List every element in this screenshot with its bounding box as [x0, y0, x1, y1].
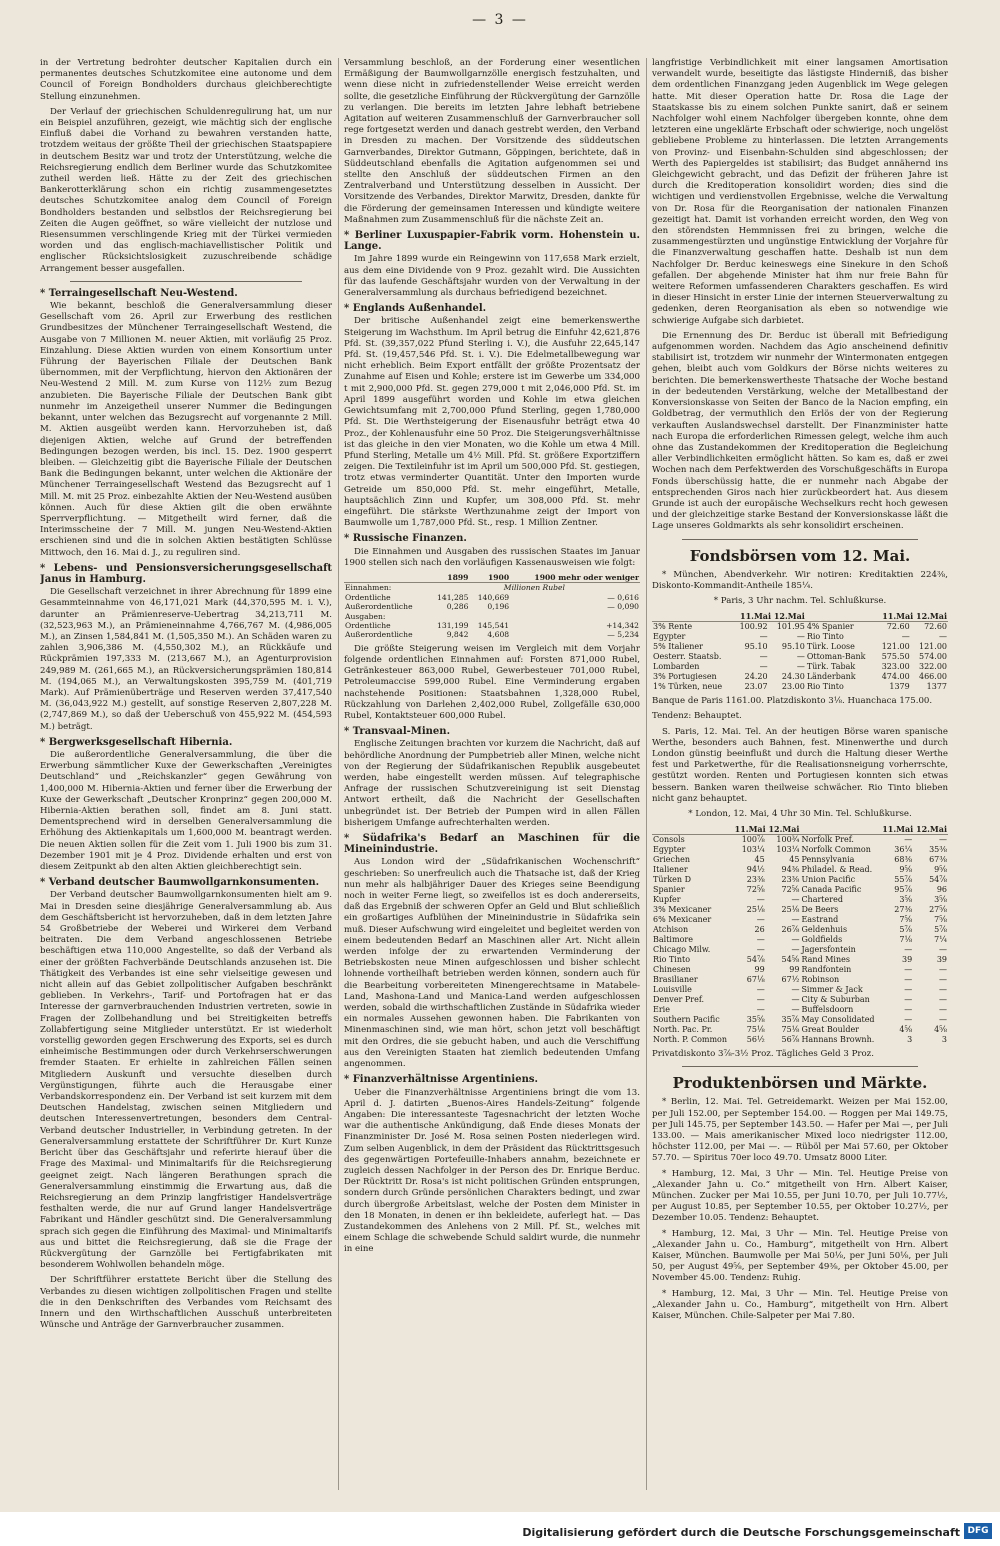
table-cell: 54⅝	[781, 955, 800, 965]
table-cell: 3% Rente	[653, 622, 693, 632]
table-cell: 54⅞	[746, 955, 765, 965]
table-row	[652, 895, 948, 905]
page-number: — 3 —	[472, 12, 528, 28]
table-cell: Türk. Tabak	[806, 662, 856, 672]
column-rule	[646, 58, 647, 1490]
table-cell: De Beers	[801, 905, 839, 915]
table-header: 1900	[469, 573, 510, 583]
table-cell: —	[791, 935, 800, 945]
table-cell: 95.10	[744, 642, 768, 652]
market-report: * Hamburg, 12. Mai, 3 Uhr — Min. Tel. Heutige Preise von „Alexander Jahn u. Co., Hamburg“, mitgetheilt von Hrn. Albert Kaiser, München. Baumwolle per Mai 50⅛, per Juni 50⅛, per Juli 50, per August 49⅝, per September 49⅜, per Oktober 45.00, per November 45.00. Tendenz: Ruhig.	[652, 1228, 948, 1284]
table-row	[652, 682, 948, 692]
table-cell: Buffelsdoorn	[801, 1005, 854, 1015]
table-cell: 95⅞	[894, 885, 913, 895]
table-row	[344, 583, 640, 593]
article-heading: * Verband deutscher Baumwollgarnkonsumenten.	[40, 877, 320, 889]
table-cell: 4⅝	[934, 1025, 947, 1035]
article-paragraph: Versammlung beschloß, an der Forderung einer wesentlichen Ermäßigung der Baumwollgarnzölle energisch festzuhalten, und wenn diese nicht in zufriedenstellender Weise erreicht werden sollte, die gesetzliche Einführung der Rückvergütung der Garnzölle zu verlangen. Die bereits im letzten Jahre lebhaft betriebene Agitation auf weiteren Zusammenschluß der Garnverbraucher soll rege fortgesetzt werden und danach gestrebt werden, den Verband in Dresden zu machen. Der Vorsitzende des süddeutschen Garnverbandes, Direktor Gutmann, Göppingen, berichtete, daß in Süddeutschland ebenfalls die Agitation aufgenommen sei und stellte den Anschluß der süddeutschen Firmen an den Zentralverband und Unterstützung desselben in Aussicht. Der Vorsitzende des Verbandes, Direktor Marwitz, Dresden, dankte für die Förderung der gemeinsamen Interessen und kündigte weitere Maßnahmen zum Zusammenschluß für die nächste Zeit an.	[344, 58, 640, 225]
table-cell: 3% Portugiesen	[653, 672, 717, 682]
table-row	[652, 642, 948, 652]
table-cell: —	[791, 1005, 800, 1015]
london-quotes-body	[652, 835, 948, 1046]
table-row	[652, 672, 948, 682]
table-row	[344, 612, 640, 621]
table-cell: 56½	[746, 1035, 765, 1045]
table-cell: 23⅜	[781, 875, 800, 885]
market-report: * Hamburg, 12. Mai, 3 Uhr — Min. Tel. Heutige Preise von „Alexander Jahn u. Co.“ mitgetheilt von Hrn. Albert Kaiser, München. Zucker per Mai 10.55, per Juni 10.70, per Juli 10.77½, per August 10.85, per September 10.55, per Oktober 10.27½, per Dezember 10.05. Tendenz: Behauptet.	[652, 1168, 948, 1224]
table-cell: Länderbank	[806, 672, 856, 682]
table-cell: +14,342	[606, 620, 639, 630]
table-section-label: Ausgaben:	[345, 611, 386, 621]
table-cell: —	[904, 995, 913, 1005]
article-paragraph: in der Vertretung bedrohter deutscher Kapitalien durch ein permanentes deutsches Schutzkomitee eine autonome und dem Council of Foreign Bondholders durchaus gleichberechtigte Stellung einzunehmen.	[40, 58, 332, 102]
table-cell: —	[756, 945, 765, 955]
table-cell: Robinson	[801, 975, 840, 985]
table-cell: 67⅜	[929, 855, 947, 865]
table-cell: 39	[902, 955, 913, 965]
table-cell: Italiener	[653, 865, 688, 875]
table-cell: 24.30	[781, 672, 805, 682]
table-row	[652, 632, 948, 642]
article-paragraph: Die Ernennung des Dr. Berduc ist überall mit Befriedigung aufgenommen worden. Nachdem das Agio anscheinend definitiv stabilisirt ist, trotzdem wir nunmehr der Wintermonaten entgegen gehen, bleibt auch vom Goldkurs der Börse nichts weiteres zu berichten. Die bemerkenswertheste Thatsache der Woche bestand in der bedeutenden Verstärkung, welche der Metallbestand der Konversionskasse von Seiten der Banco de la Nacion empfing, ein Goldbetrag, der vermuthlich den Erlös der von der Regierung verkauften Auslandswechsel darstellt. Der Finanzminister hatte nach Europa die erforderlichen Rimessen gelegt, welche ihm auch ohne das Zustandekommen der Kreditoperation die Begleichung aller Verbindlichkeiten ermöglicht hätten. So kam es, daß er zwei Wochen nach dem Perfektwerden des Vorschußgeschäfts in Europa Fonds überschüssig hatte, die er nunmehr nach Abgabe der entsprechenden Giros nach hier zurückbeordert hat. Aus diesem Grunde ist auch der europäische Wechselkurs recht hoch gewesen und der gleichzeitige starke Bestand der Konversionskasse läßt die Lage unseres Goldmarkts als sehr konsolidirt erscheinen.	[652, 330, 948, 532]
table-cell: Goldfields	[801, 935, 843, 945]
table-cell: —	[939, 835, 947, 845]
table-cell: 100.92	[739, 622, 768, 632]
table-row	[652, 1035, 948, 1045]
table-cell: 121.00	[919, 642, 947, 652]
article-paragraph: Die Einnahmen und Ausgaben des russischen Staates im Januar 1900 stellen sich nach den vorläufigen Kassenausweisen wie folgt:	[344, 546, 640, 568]
table-cell: —	[759, 662, 768, 672]
table-cell: —	[759, 632, 768, 642]
table-cell: Rio Tinto	[653, 955, 691, 965]
digitization-credit: Digitalisierung gefördert durch die Deutsche Forschungsgemeinschaft	[522, 1526, 960, 1539]
table-cell: —	[796, 632, 805, 642]
table-cell: 27⅜	[894, 905, 913, 915]
table-cell: —	[756, 895, 765, 905]
table-header: 11.Mai 12.Mai	[731, 611, 805, 622]
paris-quotes-table	[652, 611, 948, 692]
article-heading: * Lebens- und Pensionsversicherungsgesellschaft Janus in Hamburg.	[40, 562, 332, 585]
london-quotes-table	[652, 824, 948, 1045]
table-header: 11.Mai 12.Mai	[873, 611, 948, 622]
table-cell: 145,541	[477, 620, 510, 630]
table-header-row	[344, 573, 640, 583]
table-row	[652, 855, 948, 865]
market-report: * Hamburg, 12. Mai, 3 Uhr — Min. Tel. Heutige Preise von „Alexander Jahn u. Co., Hamburg“, mitgetheilt von Hrn. Albert Kaiser, München. Chile-Salpeter per Mai 7.80.	[652, 1288, 948, 1322]
table-cell: —	[939, 945, 947, 955]
article-heading: * Bergwerksgesellschaft Hibernia.	[40, 736, 233, 748]
table-cell: 7⅝	[934, 915, 947, 925]
table-row	[652, 935, 948, 945]
table-cell: —	[756, 1005, 765, 1015]
table-cell: —	[796, 662, 805, 672]
table-cell: 23.07	[744, 682, 768, 692]
table-cell: 1377	[926, 682, 947, 692]
table-cell: 23⅜	[746, 875, 765, 885]
table-cell: 35⅞	[781, 1015, 800, 1025]
table-cell: —	[904, 1015, 913, 1025]
table-cell: 140,669	[477, 592, 510, 602]
table-cell: 9⅝	[899, 865, 913, 875]
column-right	[652, 58, 948, 1490]
divider	[70, 281, 302, 282]
table-cell: 7¼	[934, 935, 947, 945]
table-cell: 72⅝	[746, 885, 765, 895]
table-cell: 26	[754, 925, 765, 935]
table-cell: Atchison	[653, 925, 689, 935]
table-cell: 141,285	[437, 592, 469, 602]
table-cell: 67½	[781, 975, 800, 985]
table-cell: City & Suburban	[801, 995, 870, 1005]
table-cell: —	[939, 632, 947, 642]
table-row	[652, 1025, 948, 1035]
table-cell: 5% Italiener	[653, 642, 703, 652]
table-cell: Louisville	[653, 985, 692, 995]
table-cell: 56⅞	[781, 1035, 800, 1045]
table-cell: —	[939, 1015, 947, 1025]
table-cell: Chartered	[801, 895, 843, 905]
table-cell: 35⅝	[746, 1015, 765, 1025]
table-row	[652, 1005, 948, 1015]
table-cell: 7⅝	[899, 915, 913, 925]
table-row	[344, 593, 640, 602]
article-paragraph: Der Schriftführer erstattete Bericht über die Stellung des Verbandes zu diesen wichtigen zollpolitischen Fragen und stellte die in den Denkschriften des Verbandes vom Reichsamt des Innern und den Wirthschaftlichen Ausschuß unterbreiteten Wünsche und Anträge der Garnverbraucher zusammen.	[40, 1275, 332, 1331]
table-cell: Chicago Milw.	[653, 945, 711, 955]
table-cell: Union Pacific	[801, 875, 856, 885]
table-section-label: Einnahmen:	[345, 583, 392, 593]
table-cell: 99	[789, 965, 800, 975]
dfg-logo: DFG	[964, 1523, 992, 1539]
table-row	[652, 875, 948, 885]
table-cell: —	[791, 995, 800, 1005]
table-cell: 474.00	[881, 672, 910, 682]
table-cell: North. P. Common	[653, 1035, 728, 1045]
article-paragraph: Aus London wird der „Südafrikanischen Wochenschrift“ geschrieben: So unerfreulich auch die Thatsache ist, daß der Krieg nun mehr als halbjähriger Dauer des Krieges seine Beendigung noch in weiter Ferne liegt, so zweifellos ist es doch andererseits, daß das Ergebniß der schweren Opfer an Geld und Blut schließlich ein großartiges Aufblühen der Mineinindustrie in Südafrika sein muß. Dieser Aufschwung wird eingeleitet und begleitet werden von einem bedeutenden Bedarf an Maschinen aller Art. Nicht allein werden infolge der zu erwartenden Verminderung der Betriebskosten neue Minen aufgeschlossen und bisher schlecht lohnende vortheilhaft betrieben werden können, sondern auch für die Bearbeitung vorbereiteten Minengerechtsame in Matabele-Land, Mashona-Land und Manica-Land werden aufgeschlossen werden, sobald die wirthschaftlichen Zustände in Südafrika wieder ein normales Aussehen gewonnen haben. Die Fabrikanten von Minenmaschinen sind, wie man hört, schon jetzt voll beschäftigt mit den Ordres, die sie gebucht haben, und auch die Verschiffung aus den Vereinigten Staaten hat ziemlich bedeutenden Umfang angenommen.	[344, 857, 640, 1070]
table-cell: Kupfer	[653, 895, 681, 905]
article-heading: * Englands Außenhandel.	[344, 303, 487, 315]
market-note: Privatdiskonto 3⅞-3½ Proz. Tägliches Geld 3 Proz.	[652, 1049, 874, 1060]
table-cell: 75⅛	[746, 1025, 765, 1035]
table-cell: —	[904, 945, 913, 955]
table-cell: 5⅞	[899, 925, 913, 935]
table-cell: Ordentliche	[345, 620, 391, 630]
table-row	[652, 835, 948, 846]
table-cell: —	[901, 632, 910, 642]
column-rule	[338, 58, 339, 1490]
market-note: Banque de Paris 1161.00. Platzdiskonto 3⅛. Huanchaca 175.00.	[652, 696, 933, 707]
table-header: 11.Mai 12.Mai	[731, 824, 800, 835]
table-cell: 45	[789, 855, 800, 865]
table-cell: Egypter	[653, 632, 686, 642]
article-paragraph: Die außerordentliche Generalversammlung, die über die Erwerbung sämmtlicher Kuxe der Gewerkschaften „Vereinigtes Deutschland“ und „Reichskanzler“ gegen Gewährung von 1,400,000 M. Hibernia-Aktien und ferner über die Erwerbung der Kuxe der Gewerkschaft „Deutscher Kronprinz“ gegen 200,000 M. Hibernia-Aktien berathen soll, findet am 8. Juni statt. Dementsprechend wird in derselben Generalversammlung die Erhöhung des Aktienkapitals um 1,600,000 M. beantragt werden. Die neuen Aktien sollen für die Zeit vom 1. Juli 1900 bis zum 31. Dezember 1901 mit je 4 Proz. Dividende erhalten und erst von diesem Zeitpunkt ab den alten Aktien gleichberechtigt sein.	[40, 749, 332, 873]
table-cell: —	[904, 985, 913, 995]
table-row	[652, 845, 948, 855]
table-cell: —	[904, 1005, 913, 1015]
article-heading: * Südafrika's Bedarf an Maschinen für die Mineinindustrie.	[344, 833, 640, 856]
table-row	[652, 915, 948, 925]
table-cell: 72.60	[924, 622, 947, 632]
table-cell: Canada Pacific	[801, 885, 862, 895]
section-title-fondsboersen: Fondsbörsen vom 12. Mai.	[689, 546, 911, 565]
table-row	[652, 905, 948, 915]
table-cell: 3⅝	[934, 895, 947, 905]
table-cell: 99	[754, 965, 765, 975]
article-paragraph: Der britische Außenhandel zeigt eine bemerkenswerthe Steigerung im Wachsthum. Im April betrug die Einfuhr 42,621,876 Pfd. St. (39,357,022 Pfund Sterling i. V.), die Ausfuhr 22,645,147 Pfd. St. (19,457,546 Pfd. St. i. V.). Die Edelmetallbewegung war nicht erheblich. Beim Export entfällt der größte Prozentsatz der Zunahme auf Eisen und Kohle; erstere ist im Gewerbe um 334,000 t mit 2,900,000 Pfd. St. gegen 279,000 t mit 2,046,000 Pfd. St. im April 1899 ausgeführt worden und Kohle im etwa gleichen Gewichtsumfang mit 2,700,000 Pfund Sterling, gegen 1,780,000 Pfd. St. Die Werthsteigerung der Eisenausfuhr beträgt etwa 40 Proz., der Kohlenausfuhr eine 50 Proz. Die Steigerungsverhältnisse ist das gleiche in den vier Monaten, wo die Kohle um etwa 4 Mill. Pfund Sterling, Metalle um 4½ Mill. Pfd. St. größere Exportziffern zeigen. Die Textileinfuhr ist im April um 500,000 Pfd. St. gestiegen, trotz etwas verminderter Quantität. Unter den Importen wurde Getreide um 850,000 Pfd. St. mehr eingeführt, Metalle, hauptsächlich Zinn und Kupfer, um 308,000 Pfd. St. mehr eingeführt. Die stärkste Werthzunahme zeigt der Import von Baumwolle um 1,787,000 Pfd. St., resp. 1 Million Zentner.	[344, 316, 640, 529]
table-cell: Rio Tinto	[806, 682, 844, 692]
table-cell: Türken D	[653, 875, 692, 885]
table-cell: Geldenhuis	[801, 925, 848, 935]
table-cell: —	[756, 995, 765, 1005]
table-cell: Ottoman-Bank	[806, 652, 866, 662]
paris-quotes-body	[652, 622, 948, 693]
table-row	[652, 955, 948, 965]
table-row	[652, 925, 948, 935]
table-cell: Consols	[653, 835, 685, 845]
table-cell: 25⅛	[746, 905, 765, 915]
table-header: 1900 mehr oder weniger	[510, 573, 640, 583]
article-heading: * Transvaal-Minen.	[344, 726, 451, 738]
table-row	[652, 985, 948, 995]
table-cell: 96	[936, 885, 947, 895]
table-cell: 574.00	[919, 652, 947, 662]
table-cell: 323.00	[881, 662, 910, 672]
table-row	[652, 885, 948, 895]
table-row	[652, 975, 948, 985]
article-paragraph: Die größte Steigerung weisen im Vergleich mit dem Vorjahr folgende ordentlichen Einnahmen auf: Forsten 871,000 Rubel, Getränkesteuer 863,000 Rubel, Gewerbesteuer 701,000 Rubel, Petroleumaccise 599,000 Rubel. Eine Verminderung ergaben nachstehende Positionen: Staatsbahnen 1,328,000 Rubel, Rückzahlung von Darlehen 2,402,000 Rubel, Zollgefälle 630,000 Rubel, Kontaktsteuer 600,000 Rubel.	[344, 643, 640, 721]
table-cell: Norfolk Pref.	[801, 835, 854, 845]
table-cell: 4⅝	[899, 1025, 913, 1035]
table-row	[652, 865, 948, 875]
table-cell: North. Pac. Pr.	[653, 1025, 713, 1035]
table-cell: —	[904, 835, 913, 845]
table-cell: May Consolidated	[801, 1015, 875, 1025]
table-cell: —	[791, 895, 800, 905]
article-paragraph: Englische Zeitungen brachten vor kurzem die Nachricht, daß auf behördliche Anordnung der Pumpbetrieb aller Minen, welche nicht von der Regierung der Südafrikanischen Republik ausgebeutet werden, habe eingestellt werden müssen. Auf telegraphische Anfrage der russischen Schutzvereinigung ist seit Dienstag Antwort ertheilt, daß die Nachricht der Gesellschaften unbegründet ist. Der Betrieb der Pumpen wird in allen Fällen bisherigem Umfange aufrechterhalten werden.	[344, 739, 640, 828]
table-cell: 54⅞	[929, 875, 947, 885]
article-heading: * Russische Finanzen.	[344, 533, 467, 545]
table-cell: Außerordentliche	[345, 630, 413, 640]
table-cell: —	[796, 652, 805, 662]
table-cell: 72.60	[886, 622, 910, 632]
table-cell: —	[939, 985, 947, 995]
divider	[682, 539, 918, 540]
column-middle	[344, 58, 640, 1490]
table-cell: Brasilianer	[653, 975, 698, 985]
table-cell: — 0,090	[607, 602, 639, 612]
table-cell: 95.10	[781, 642, 805, 652]
table-cell: 5⅞	[934, 925, 947, 935]
table-cell: 72⅝	[781, 885, 800, 895]
table-cell: Philadel. & Read.	[801, 865, 873, 875]
table-cell: 35⅜	[929, 845, 947, 855]
table-cell: —	[759, 652, 768, 662]
table-cell: —	[791, 985, 800, 995]
table-cell: 23.00	[781, 682, 805, 692]
table-cell: 131,199	[437, 620, 469, 630]
table-cell: Norfolk Common	[801, 845, 871, 855]
table-cell: 24.20	[744, 672, 768, 682]
table-cell: Great Boulder	[801, 1025, 859, 1035]
table-cell: 3	[907, 1035, 913, 1045]
table-cell: Jagersfontein	[801, 945, 856, 955]
table-cell: —	[904, 965, 913, 975]
table-cell: 26⅞	[781, 925, 800, 935]
article-paragraph: Der Verband deutscher Baumwollgarnkonsumenten hielt am 9. Mai in Dresden seine diesjährige Generalversammlung ab. Aus dem Geschäftsbericht ist hervorzuheben, daß in dem letzten Jahre 54 Großbetriebe der Weberei und Wirkerei dem Verband beitraten. Die dem Verband angeschlossenen Betriebe beschäftigen etwa 110,000 Angestellte, so daß der Verband als einer der größten Fachverbände Deutschlands anzusehen ist. Die Thätigkeit des Verbandes ist eine sehr vielseitige gewesen und nicht allein auf das Gebiet zollpolitischer Aufgaben beschränkt geblieben. In Verkehrs-, Tarif- und Portofragen hat er das Interesse der garnverbrauchenden Industrien vertreten, sowie in Fragen der Zollbehandlung und bei Streitigkeiten betreffs Zollabfertigung seine Mitglieder unterstützt. Er ist wiederholt vorstellig geworden gegen Erschwerung des Exports, sei es durch einheimische Bestimmungen oder durch Verkehrserschwerungen fremder Staaten. Er erhielte in zahlreichen Fällen seinen Mitgliedern Auskunft und versuchte dieselben durch Vergünstigungen, führte auch die Herausgabe einer Verbandskorrespondenz ein. Der Verband ist seit kurzem mit dem Deutschen Handelstag, zwischen seinen Mitgliedern und deutschen Interessenvertretungen, besonders dem Central-Verband deutscher Industrieller, in Verbindung getreten. In der Generalversammlung erstattete der Schriftführer Dr. Kurt Kunze Bericht über das Geschäftsjahr und referirte hierauf über die Frage des Maximal- und Minimaltarifs für die Reichsregierung geeignet zeigt. Nach längeren Berathungen sprach die Generalversammlung einstimmig die Erwartung aus, daß die Reichsregierung an dem Prinzip langfristiger Handelsverträge festhalten werde, die nur auf Grund langer Handelsverträge Fabrikant und Händler geschützt sind. Die Generalversammlung sprach sich gegen die Einführung des Maximal- und Minimaltarifs aus und bittet die Reichsregierung, daß sie die Frage der Rückvergütung der Garnzölle bei Fertigfabrikaten mit besonderem Wohlwollen behandeln möge.	[40, 890, 332, 1271]
table-row	[652, 965, 948, 975]
table-cell: 466.00	[919, 672, 947, 682]
table-cell: 0,286	[446, 602, 469, 612]
table-cell: 101.95	[776, 622, 805, 632]
table-cell: 25⅛	[781, 905, 800, 915]
table-row	[652, 662, 948, 672]
table-header: 11.Mai 12.Mai	[879, 824, 948, 835]
table-cell: Rio Tinto	[806, 632, 844, 642]
table-cell: 103¼	[776, 845, 800, 855]
table-cell: —	[939, 1005, 947, 1015]
table-cell: 575.50	[881, 652, 910, 662]
table-cell: Griechen	[653, 855, 691, 865]
table-cell: 39	[936, 955, 947, 965]
market-tendenz: Tendenz: Behauptet.	[652, 711, 742, 722]
table-cell: 75⅛	[781, 1025, 800, 1035]
table-cell: —	[756, 915, 765, 925]
article-heading: * Berliner Luxuspapier-Fabrik vorm. Hohenstein u. Lange.	[344, 230, 640, 253]
market-report: * München, Abendverkehr. Wir notiren: Kreditaktien 224⅜, Diskonto-Kommandit-Antheile 185¼.	[652, 569, 948, 591]
table-header-row	[652, 611, 948, 622]
table-cell: 0,196	[487, 602, 510, 612]
market-report-heading: * London, 12. Mai, 4 Uhr 30 Min. Tel. Schlußkurse.	[688, 808, 912, 819]
table-cell: Ordentliche	[345, 592, 391, 602]
table-cell: Egypter	[653, 845, 686, 855]
table-row	[344, 602, 640, 611]
table-header-row	[652, 824, 948, 835]
table-cell: 9⅝	[934, 865, 947, 875]
table-cell: 7⅛	[899, 935, 913, 945]
table-cell: Southern Pacific	[653, 1015, 720, 1025]
table-cell: Chinesen	[653, 965, 691, 975]
table-cell: 322.00	[919, 662, 947, 672]
table-cell: Hannans Brownh.	[801, 1035, 875, 1045]
table-cell: —	[939, 995, 947, 1005]
table-cell: Lombarden	[653, 662, 700, 672]
market-report: S. Paris, 12. Mai. Tel. An der heutigen Börse waren spanische Werthe, besonders auch Bahnen, fest. Minenwerthe und durch London günstig beeinflußt und durch die Haltung dieser Werthe fest und Parketwerthe, für die Realisationsneigung vorherrschte, gestützt worden. Renten und Portugiesen konnten sich etwas bessern. Banken waren theilweise schwächer. Rio Tinto blieben nicht ganz behauptet.	[652, 726, 948, 804]
table-cell: 68⅜	[894, 855, 913, 865]
table-cell: 94⅜	[781, 865, 800, 875]
article-paragraph: Wie bekannt, beschloß die Generalversammlung dieser Gesellschaft vom 26. April zur Erwerbung des restlichen Grundbesitzes der Münchener Terraingesellschaft Westend, die Ausgabe von 7 Millionen M. neuer Aktien, mit vorläufig 25 Proz. Einzahlung. Diese Aktien wurden von einem Konsortium unter Führung der Bayerischen Filiale der Deutschen Bank übernommen, mit der Verpflichtung, hiervon den Aktionären der Neu-Westend 2 Mill. M. zum Kurse von 112½ zum Bezug anzubieten. Die Bayerische Filiale der Deutschen Bank gibt nunmehr im Anzeigetheil unserer Nummer die Bedingungen bekannt, unter welchen das Bezugsrecht auf vorgenannte 2 Mill. M. Aktien ausgeübt werden kann. Hervorzuheben ist, daß diejenigen Aktien, welche auf Grund der betreffenden Bedingungen bezogen werden, bis incl. 15. Dez. 1900 gesperrt bleiben. — Gleichzeitig gibt die Bayerische Filiale der Deutschen Bank die Bedingungen bekannt, unter welchen die Aktionäre der Münchener Terraingesellschaft Westend das Bezugsrecht auf 1 Mill. M. mit 25 Proz. einbezahlte Aktien der Neu-Westend ausüben können. Auch für diese Aktien gilt die oben erwähnte Sperrverpflichtung. — Mitgetheilt wird ferner, daß die Interimsscheine der 7 Mill. M. jungen Neu-Westend-Aktien erschienen sind und die in solchen Aktien bestätigten Schlüsse Mittwoch, den 16. Mai d. J., zu reguliren sind.	[40, 301, 332, 558]
section-title-produktenboersen: Produktenbörsen und Märkte.	[672, 1074, 928, 1093]
article-heading: * Finanzverhältnisse Argentiniens.	[344, 1074, 538, 1086]
article-paragraph: Der Verlauf der griechischen Schuldenregulirung hat, um nur ein Beispiel anzuführen, gezeigt, wie mächtig sich der englische Einfluß dabei die Vorhand zu bewahren verstanden hatte, trotzdem weitaus der größte Theil der griechischen Staatspapiere in deutschem Besitz war und trotz der Unterstützung, welche die Reichsregierung endlich dem Berliner wurde das Schutzkomitee zutheil werden ließ. Hätte zu der Zeit des griechischen Bankerotterklärung schon ein richtig zusammengesetztes deutsches Schutzkomitee analog dem Council of Foreign Bondholders bestanden und selbstlos der Reichsregierung bei Zeiten die Augen geöffnet, so wäre vielleicht der nutzlose und Riesensummen verschlingende Krieg mit der Türkei vermieden worden und das englisch-machiavellistischer Politik und englischer Rücksichtslosigkeit zuzuschreibende schädige Arrangement besser ausgefallen.	[40, 106, 332, 274]
table-row	[652, 622, 948, 633]
table-cell: —	[791, 915, 800, 925]
table-cell: 3⅝	[899, 895, 913, 905]
footer	[0, 1512, 1000, 1546]
table-cell: 9,842	[446, 630, 469, 640]
table-cell: —	[791, 945, 800, 955]
table-row	[652, 995, 948, 1005]
table-cell: 4,608	[487, 630, 510, 640]
table-cell: Oesterr. Staatsb.	[653, 652, 722, 662]
table-cell: 3% Mexicaner	[653, 905, 712, 915]
table-cell: 100⅞	[741, 835, 765, 845]
article-paragraph: Die Gesellschaft verzeichnet in ihrer Abrechnung für 1899 eine Gesammteinnahme von 46,171,021 Mark (44,370,595 M. i. V.), darunter an Prämienreserve-Uebertrag 34,213,711 M. (32,523,963 M.), an Prämieneinnahme 4,766,767 M. (4,986,005 M.), an Zinsen 1,584,841 M. (1,505,350 M.). An Schäden waren zu zahlen 3,906,386 M. (4,550,302 M.), an Rückkäufe und Rückprämien 197,333 M. (213,667 M.), an Agenturprovision 249,989 M. (261,665 M.), an Rückversicherungsprämien 180,814 M. (194,065 M.), an Verwaltungskosten 395,759 M. (401,719 Mark). Auf Prämienüberträge und Reserven werden 37,417,540 M. (36,043,922 M.) gestellt, auf sonstige Reserven 2,807,228 M. (2,747,869 M.), so daß der Ueberschuß von 455,922 M. (454,593 M.) beträgt.	[40, 587, 332, 732]
table-cell: 121.00	[881, 642, 910, 652]
table-cell: 94½	[746, 865, 765, 875]
table-cell: 1379	[889, 682, 910, 692]
market-report-heading: * Paris, 3 Uhr nachm. Tel. Schlußkurse.	[713, 595, 887, 606]
table-cell: 36¼	[894, 845, 913, 855]
article-paragraph: langfristige Verbindlichkeit mit einer langsamen Amortisation verwandelt wurde, beseitigte das lästigste Hinderniß, das bisher dem ordentlichen Finanzgang jeden Augenblick im Wege gelegen hatte. Mit dieser Operation hatte Dr. Rosa die Lage der Staatskasse bis zu einem solchen Punkte sanirt, daß er seinem Nachfolger wohl einem Nachfolger übergeben konnte, ohne dem letzteren eine ungeklärte Erbschaft oder schwierige, noch ungelöst gebliebene Probleme zu hinterlassen. Die letzten Arrangements von Provinz- und Eisenbahn-Schulden sind abgeschlossen; der Werth des Papiergeldes ist stabilisirt; das Budget annähernd ins Gleichgewicht gebracht, und das Defizit der früheren Jahre ist durch die Kreditoperation konsolidirt worden; dies sind die wichtigen und verdienstvollen Ergebnisse, welche die Verwaltung von Dr. Rosa für die Reorganisation der nationalen Finanzen gezeitigt hat. Damit ist vorhanden erreicht worden, den Weg von den störendsten Hemmnissen frei zu bringen, welche die zusammengestürzten und ungünstige Entwicklung der Vorjahre für die Finanzverwaltung geschaffen hatte. Deshalb ist nun dem Nachfolger Dr. Berduc keineswegs eine Sinekure in den Schoß gefallen. Der abgehende Minister hat ihm nur freie Bahn für weitere Reformen umfassenderen Charakters geschaffen. Es wird in dieser Hinsicht in erster Linie der internen Steuerverwaltung zu gedenken, deren Reorganisation als eben so notwendige wie schwierige Aufgabe sich darbietet.	[652, 58, 948, 326]
table-cell: 27⅝	[929, 905, 947, 915]
table-row	[652, 945, 948, 955]
table-cell: Baltimore	[653, 935, 693, 945]
table-cell: — 0,616	[607, 592, 639, 602]
table-cell: —	[939, 975, 947, 985]
table-cell: Randfontein	[801, 965, 852, 975]
table-cell: Denver Pref.	[653, 995, 705, 1005]
table-cell: —	[756, 985, 765, 995]
table-cell: 4% Spanier	[806, 622, 854, 632]
table-cell: 100¾	[776, 835, 800, 845]
divider	[682, 1066, 918, 1067]
table-row	[344, 630, 640, 639]
table-cell: Simmer & Jack	[801, 985, 863, 995]
russian-finance-table	[344, 573, 640, 640]
table-cell: 6% Mexicaner	[653, 915, 712, 925]
table-cell: Türk. Loose	[806, 642, 855, 652]
table-cell: Spanier	[653, 885, 685, 895]
table-cell: — 5,234	[607, 630, 639, 640]
table-row	[652, 1015, 948, 1025]
table-cell: Pennsylvania	[801, 855, 855, 865]
table-row	[652, 652, 948, 662]
table-cell: —	[756, 935, 765, 945]
table-cell: —	[904, 975, 913, 985]
table-header: 1899	[429, 573, 470, 583]
table-cell: Eastrand	[801, 915, 839, 925]
table-cell: Erie	[653, 1005, 670, 1015]
article-paragraph: Ueber die Finanzverhältnisse Argentiniens bringt die vom 13. April d. J. datirten „Buenos-Aires Handels-Zeitung“ folgende Angaben: Die interessanteste Tagesnachricht der letzten Woche war die authentische Ankündigung, daß Ende dieses Monats der Finanzminister Dr. José M. Rosa seinen Posten niederlegen wird. Zum selben Augenblick, in dem der Präsident das Rücktrittsgesuch des gegenwärtigen Portefeuille-Inhabers annahm, bezeichnete er zugleich dessen Nachfolger in der Person des Dr. Enrique Berduc. Der Rücktritt Dr. Rosa's ist nicht politischen Gründen entsprungen, sondern durch Gründe persönlichen Charakters bedingt, und zwar durch übergroße Arbeitslast, welche der Posten dem Minister in den 18 Monaten, in denen er ihn bekleidete, auferlegt hat. — Das Zustandekommen des Anlehens von 2 Mill. Pf. St., welches mit einem Schlage die schwebende Schuld saldirt wurde, die nunmehr in eine	[344, 1087, 640, 1255]
table-row	[344, 621, 640, 630]
table-cell: —	[939, 965, 947, 975]
table-cell: 67⅛	[746, 975, 765, 985]
table-cell: 103¼	[741, 845, 765, 855]
table-cell: Außerordentliche	[345, 602, 413, 612]
column-left	[40, 58, 332, 1490]
table-cell: 3	[941, 1035, 947, 1045]
market-report: * Berlin, 12. Mai. Tel. Getreidemarkt. Weizen per Mai 152.00, per Juli 152.00, per September 154.00. — Roggen per Mai 149.75, per Juli 145.75, per September 143.50. — Hafer per Mai —, per Juli 133.00. — Mais amerikanischer Mixed loco niedrigster 112.00, höchster 112.00, per Mai —. — Rüböl per Mai 57.60, per Oktober 57.70. — Spiritus 70er loco 49.70. Umsatz 8000 Liter.	[652, 1097, 948, 1164]
table-cell: 1% Türken, neue	[653, 682, 723, 692]
table-cell: Rand Mines	[801, 955, 850, 965]
table-cell: 55⅞	[894, 875, 913, 885]
table-cell: 45	[754, 855, 765, 865]
article-heading: * Terraingesellschaft Neu-Westend.	[40, 287, 238, 299]
article-paragraph: Im Jahre 1899 wurde ein Reingewinn von 117,658 Mark erzielt, aus dem eine Dividende von 9 Proz. gezahlt wird. Die Aussichten für das laufende Geschäftsjahr wurden von der Verwaltung in der Generalversammlung als durchaus befriedigend bezeichnet.	[344, 254, 640, 299]
table-unit: Millionen Rubel	[503, 583, 565, 593]
